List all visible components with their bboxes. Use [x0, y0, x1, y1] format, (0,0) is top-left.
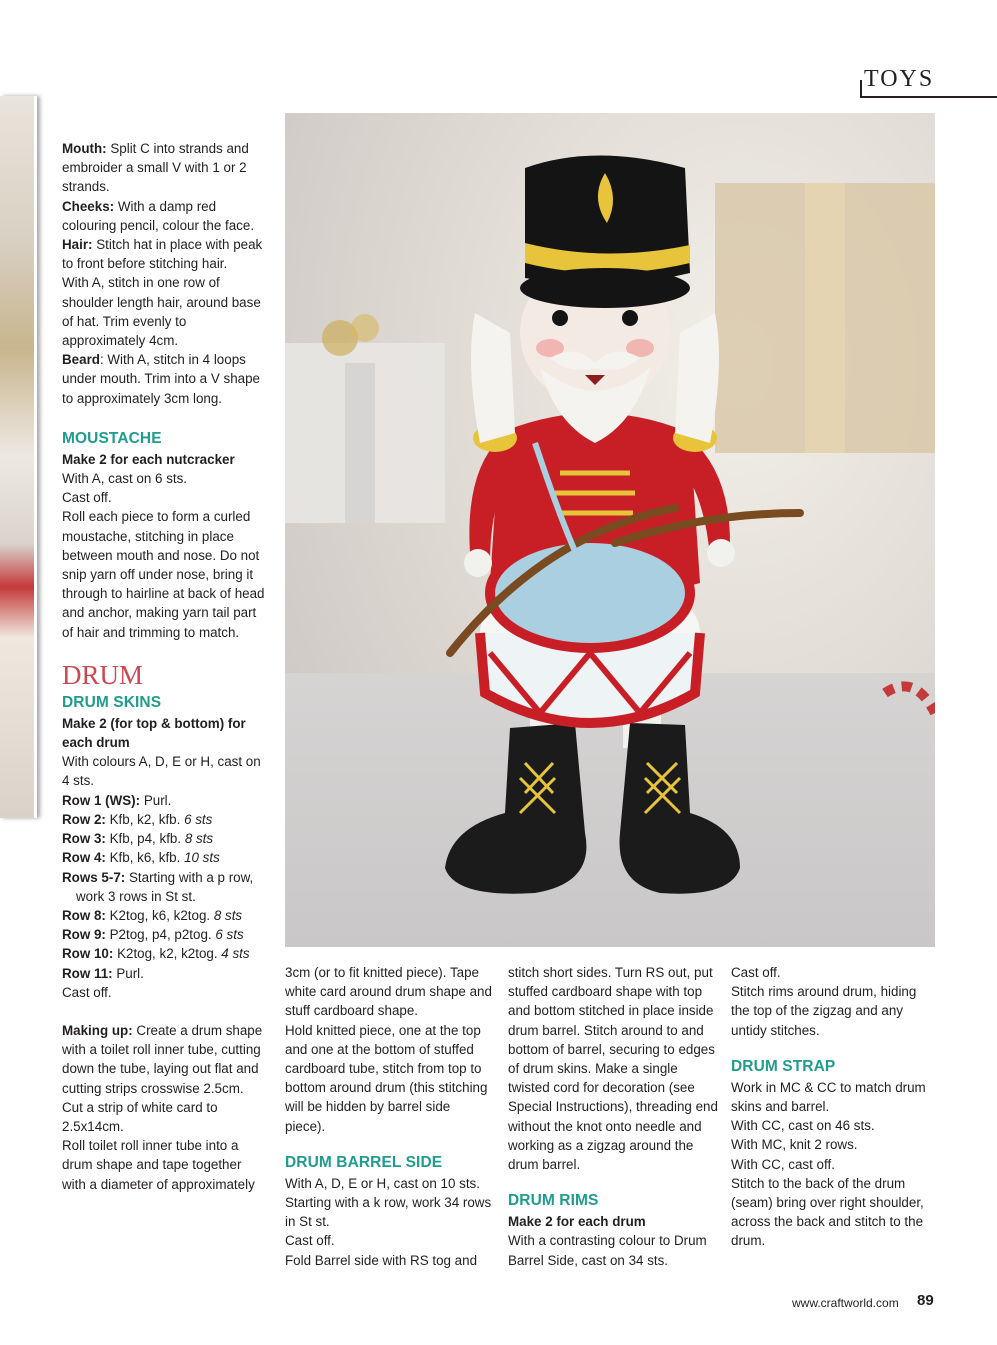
row9-count: 6 sts: [215, 927, 244, 943]
row1-label: Row 1 (WS):: [62, 792, 141, 808]
col4-line-2: Stitch rims around drum, hiding the top of the zigzag and any untidy stitches.: [731, 984, 917, 1038]
row1-text: Purl.: [140, 792, 172, 808]
cheeks-text: With a damp red colouring pencil, colour the face.: [62, 198, 255, 233]
section-tag-rule: [860, 80, 862, 98]
col2-para-2: Hold knitted piece, one at the top and one at the bottom of stuffed cardboard tube, stitch from top to bottom around drum (this stitching will be hidden by barrel side piece).: [285, 1022, 488, 1134]
strap-line-4: With CC, cast off.: [731, 1156, 835, 1172]
section-tag: [862, 66, 997, 98]
hair-text: Stitch hat in place with peak to front before stitching hair.: [62, 237, 263, 272]
moustache-line-3: Roll each piece to form a curled moustache, stitching in place between mouth and nose. Do not snip yarn off under nose, bring it through to hairline at back of head and anchor, making yarn tail part of hair and trimming to match.: [62, 509, 265, 640]
rims-line-1: With a contrasting colour to Drum Barrel Side, cast on 34 sts.: [508, 1233, 707, 1268]
col2-para-1: 3cm (or to fit knitted piece). Tape white card around drum shape and stuff cardboard shape.: [285, 965, 492, 1019]
row9-label: Row 9:: [62, 927, 106, 943]
section-title: TOYS: [864, 66, 935, 92]
strap-line-2: With CC, cast on 46 sts.: [731, 1118, 875, 1134]
strap-line-5: Stitch to the back of the drum (seam) bring over right shoulder, across the back and stitch to the drum.: [731, 1175, 924, 1249]
col4-line-1: Cast off.: [731, 965, 781, 980]
strap-line-1: Work in MC & CC to match drum skins and barrel.: [731, 1079, 926, 1115]
beard-label: Beard: [62, 352, 100, 368]
rims-make: Make 2 for each drum: [508, 1214, 646, 1230]
row3-text: Kfb, p4, kfb.: [105, 831, 185, 847]
row8-text: K2tog, k6, k2tog.: [105, 907, 214, 923]
hair-label: Hair:: [62, 237, 93, 253]
row3-label: Row 3:: [62, 831, 106, 847]
moustache-heading: MOUSTACHE: [62, 429, 162, 447]
skins-make: Make 2 (for top & bottom) for each drum: [62, 715, 246, 751]
previous-page-photo-edge: [0, 96, 37, 818]
cheeks-label: Cheeks:: [62, 198, 115, 214]
makingup-text: Create a drum shape with a toilet roll inner tube, cutting down the tube, laying out flat and cutting strips crosswise 2.5cm. Cut a strip of white card to 2.5x14cm.: [62, 1022, 263, 1134]
row10-text: K2tog, k2, k2tog.: [113, 946, 222, 962]
row2-count: 6 sts: [184, 811, 213, 827]
barrel-line-4: Fold Barrel side with RS tog and: [285, 1252, 478, 1268]
row11-label: Row 11:: [62, 965, 113, 981]
beard-text: : With A, stitch in 4 loops under mouth. Trim into a V shape to approximately 3cm long.: [62, 352, 260, 406]
nutcracker-photo: [285, 113, 935, 947]
col3-para-1: stitch short sides. Turn RS out, put stuffed cardboard shape with top and bottom stitched in place inside drum barrel. Stitch around to and bottom of barrel, securing to edges of drum skins. Make a single twisted cord for decoration (see Special Instructions), threading end without the knot onto needle and working as a zigzag around the drum barrel.: [508, 965, 718, 1173]
makingup-label: Making up:: [62, 1022, 133, 1038]
row8-count: 8 sts: [213, 907, 243, 923]
row4-count: 10 sts: [184, 850, 220, 866]
row57-label: Rows 5-7:: [62, 869, 126, 885]
moustache-line-2: Cast off.: [62, 490, 112, 506]
drum-skins-heading: DRUM SKINS: [62, 693, 162, 711]
hair-text-2: With A, stitch in one row of shoulder length hair, around base of hat. Trim evenly to approximately 4cm.: [62, 275, 261, 349]
moustache-make: Make 2 for each nutcracker: [62, 451, 235, 467]
row8-label: Row 8:: [62, 907, 106, 923]
drum-rims-heading: DRUM RIMS: [508, 1192, 599, 1210]
barrel-line-2: Starting with a k row, work 34 rows in St st.: [285, 1195, 492, 1230]
text-column-2: [285, 963, 493, 1270]
row10-count: 4 sts: [221, 946, 250, 962]
row9-text: P2tog, p4, p2tog.: [105, 927, 216, 943]
drum-barrel-heading: DRUM BARREL SIDE: [285, 1153, 443, 1171]
text-column-1: [62, 139, 268, 1194]
makingup-text-2: Roll toilet roll inner tube into a drum shape and tape together with a diameter of approximately: [62, 1138, 255, 1192]
row4-text: Kfb, k6, kfb.: [105, 850, 185, 866]
row10-label: Row 10:: [62, 946, 114, 962]
text-column-3: [508, 963, 718, 1270]
mouth-text: Split C into strands and embroider a small V with 1 or 2 strands.: [62, 141, 249, 195]
mouth-label: Mouth:: [62, 141, 107, 156]
text-column-4: [731, 963, 937, 1251]
barrel-line-3: Cast off.: [285, 1233, 335, 1249]
footer-url: www.craftworld.com: [792, 1296, 899, 1310]
row2-text: Kfb, k2, kfb.: [105, 811, 185, 827]
row57-text: Starting with a p row, work 3 rows in St st.: [76, 869, 254, 904]
barrel-line-1: With A, D, E or H, cast on 10 sts.: [285, 1175, 480, 1191]
skins-line-1: With colours A, D, E or H, cast on 4 sts.: [62, 754, 261, 789]
row3-count: 8 sts: [184, 831, 214, 847]
strap-line-3: With MC, knit 2 rows.: [731, 1137, 858, 1153]
drum-strap-heading: DRUM STRAP: [731, 1057, 836, 1075]
drum-heading: DRUM: [62, 659, 144, 690]
skins-castoff: Cast off.: [62, 984, 112, 1000]
row4-label: Row 4:: [62, 850, 106, 866]
moustache-line-1: With A, cast on 6 sts.: [62, 471, 188, 487]
nutcracker-illustration: [285, 113, 935, 947]
row11-text: Purl.: [112, 965, 144, 981]
row2-label: Row 2:: [62, 811, 106, 827]
page-number: 89: [917, 1292, 934, 1309]
